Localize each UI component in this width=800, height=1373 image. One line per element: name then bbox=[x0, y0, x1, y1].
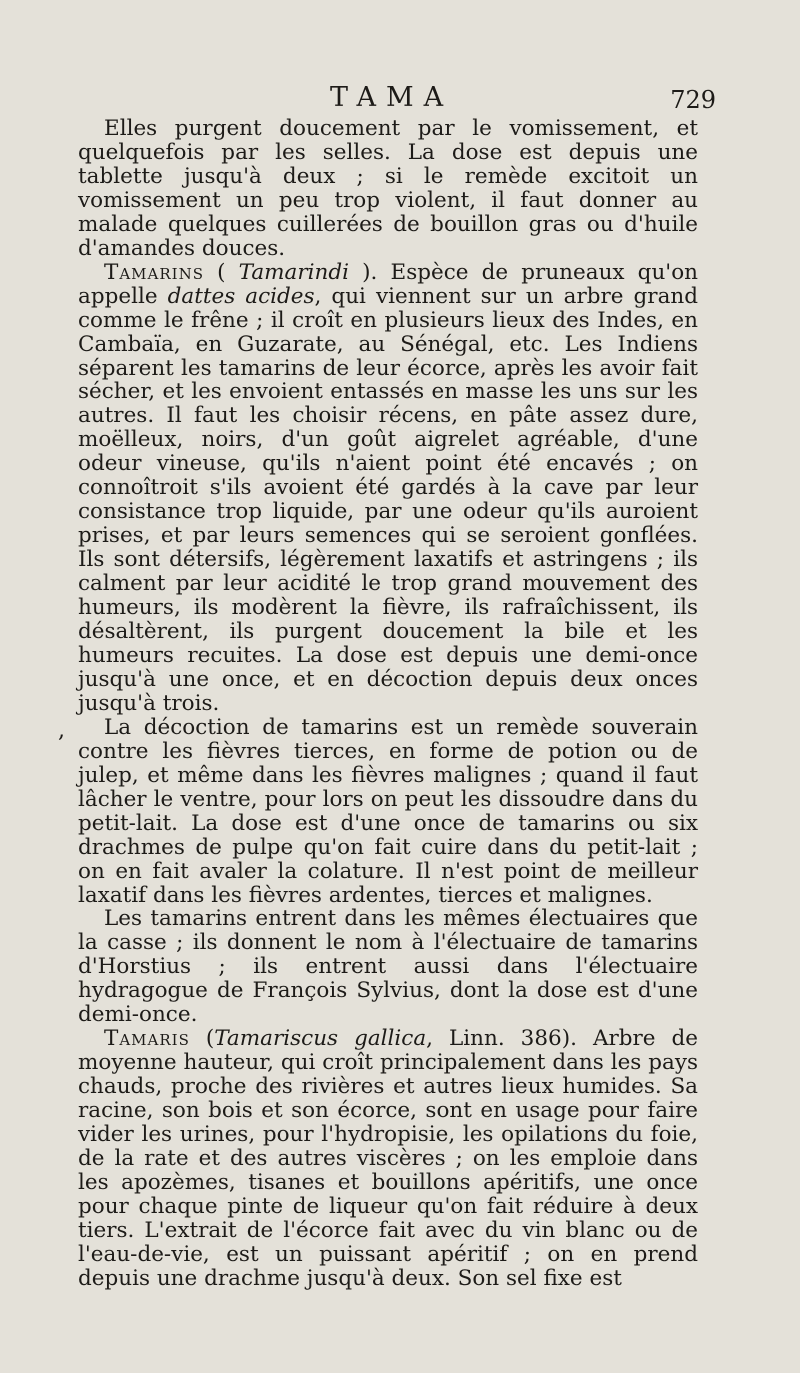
paragraph-electuaires: Les tamarins entrent dans les mêmes électuaires que la casse ; ils donnent le nom à l'électuaire de tamarins d'Horstius ; ils entrent aussi dans l'électuaire hydragogue de François Sylvius, dont la dose est d'une demi-once. bbox=[78, 906, 698, 1028]
latin-name-tamariscus: Tamariscus gallica bbox=[214, 1026, 427, 1052]
latin-name-tamarindi: Tamarindi bbox=[238, 259, 350, 285]
running-head-title: TAMA bbox=[330, 82, 454, 113]
paragraph-decoction: La décoction de tamarins est un remède souverain contre les fièvres tierces, en forme de potion ou de julep, et même dans les fièvres malignes ; quand il faut lâcher le ventre, pour lors on peut les dissoudre dans du petit-lait. La dose est d'une once de tamarins ou six drachmes de pulpe qu'on fait cuire dans du petit-lait ; on en fait avaler la colature. Il n'est point de meilleur laxatif dans les fièvres ardentes, tierces et malignes. bbox=[78, 714, 698, 908]
entry-tamaris: Tamaris (Tamariscus gallica, Linn. 386). Arbre de moyenne hauteur, qui croît principalement dans les pays chauds, proche des rivières et autres lieux humides. Sa racine, son bois et son écorce, sont en usage pour faire vider les urines, pour l'hydropisie, les opilations du foie, de la rate et des autres viscères ; on les emploie dans les apozèmes, tisanes et bouillons apéritifs, une once pour chaque pinte de liqueur qu'on fait réduire à deux tiers. L'extrait de l'écorce fait avec du vin blanc ou de l'eau-de-vie, est un puissant apéritif ; on en prend depuis une drachme jusqu'à deux. Son sel fixe est bbox=[78, 1026, 699, 1291]
body-text bbox=[78, 117, 698, 1291]
margin-mark: , bbox=[58, 718, 65, 743]
entry-tamarins: Tamarins ( Tamarindi ). Espèce de pruneaux qu'on appelle dattes acides, qui viennent sur un arbre grand comme le frêne ; il croît en plusieurs lieux des Indes, en Cambaïa, en Guzarate, au Sénégal, etc. Les Indiens séparent les tamarins de leur écorce, après les avoir fait sécher, et les envoient entassés en masse les uns sur les autres. Il faut les choisir récens, en pâte assez dure, moëlleux, noirs, d'un goût aigrelet agréable, d'une odeur vineuse, qu'ils n'aient point été encavés ; on connoîtroit s'ils avoient été gardés à la cave par leur consistance trop liquide, par une odeur qu'ils auroient prises, et par leurs semences qui se seroient gonflées. Ils sont détersifs, légèrement laxatifs et astringens ; ils calment par leur acidité le trop grand mouvement des humeurs, ils modèrent la fièvre, ils rafraîchissent, ils désaltèrent, ils purgent doucement la bile et les humeurs recuites. La dose est depuis une demi-once jusqu'à une once, et en décoction depuis deux onces jusqu'à trois. bbox=[78, 259, 699, 716]
page-number: 729 bbox=[670, 86, 716, 114]
headword-tamarins: Tamarins bbox=[104, 259, 204, 285]
italic-term-dattes-acides: dattes acides bbox=[167, 283, 315, 309]
headword-tamaris: Tamaris bbox=[104, 1026, 190, 1052]
paragraph-purgent: Elles purgent doucement par le vomissement, et quelquefois par les selles. La dose est depuis une tablette jusqu'à deux ; si le remède excitoit un vomissement un peu trop violent, il faut donner au malade quelques cuillerées de bouillon gras ou d'huile d'amandes douces. bbox=[78, 116, 698, 261]
